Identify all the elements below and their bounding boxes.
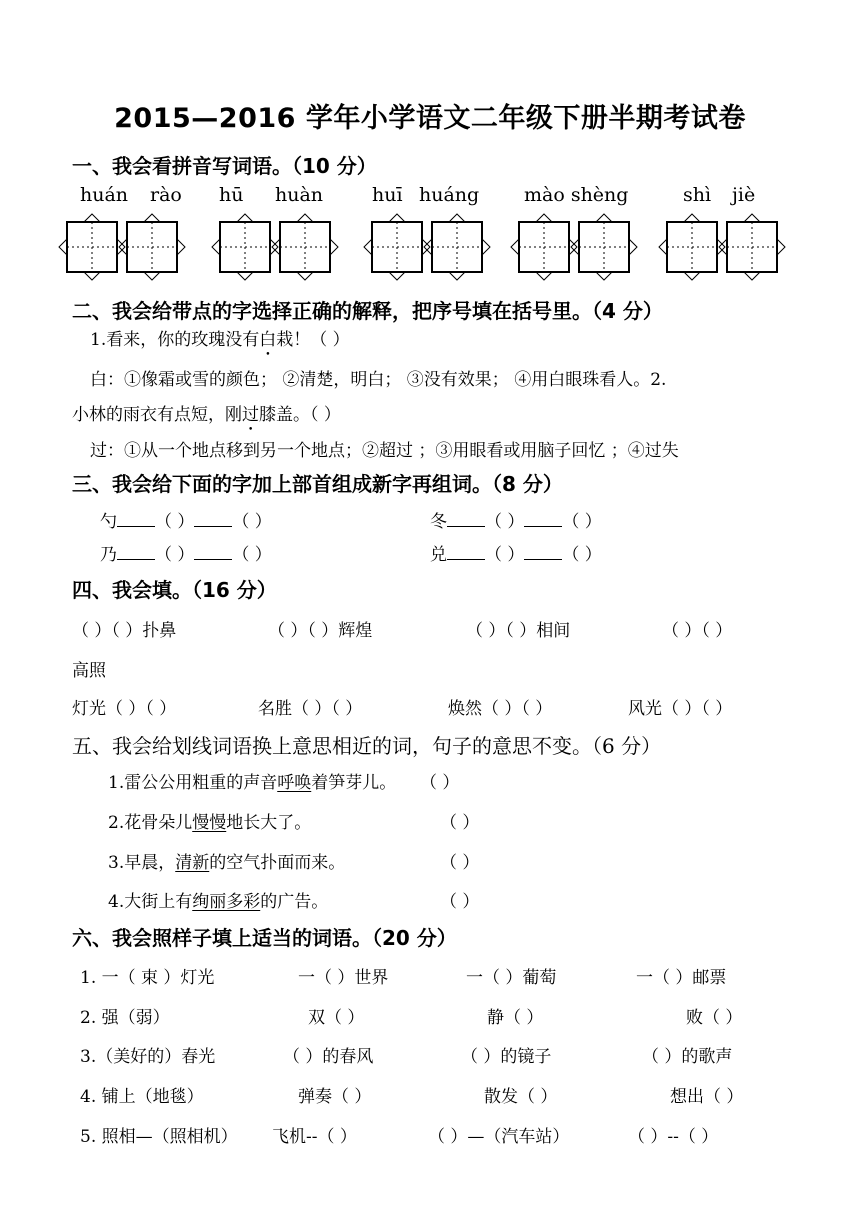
q1-text-pre: 1.看来，你的玫瑰没有 <box>90 330 260 350</box>
radical-char: 兑 <box>430 545 447 565</box>
radical-item-4: 兑 （ ） （ ） <box>430 540 602 565</box>
pattern-item: 弹奏（ ） <box>298 1087 372 1107</box>
q1-text-post: 栽！（ ） <box>276 330 350 350</box>
radical-item-1: 勺 （ ） （ ） <box>100 507 272 532</box>
pattern-item: 一（ ）世界 <box>298 968 389 988</box>
sentence-post: 的空气扑面而来。 <box>209 853 346 873</box>
fill-item: （ ）（ ）相间 <box>466 621 571 641</box>
pattern-item: 一（ ）邮票 <box>636 968 727 988</box>
sentence-pre: 2.花骨朵儿 <box>108 813 193 833</box>
sentence-pre: 4.大街上有 <box>108 892 193 912</box>
blank-line[interactable] <box>117 509 155 527</box>
exam-title: 2015—2016 学年小学语文二年级下册半期考试卷 <box>114 103 746 134</box>
pattern-item: 4. 铺上（地毯） <box>80 1087 204 1107</box>
pattern-item: 飞机--（ ） <box>272 1127 357 1147</box>
pattern-item: 散发（ ） <box>484 1087 558 1107</box>
writing-grid-4[interactable] <box>504 211 646 283</box>
pattern-item: 5. 照相—（照相机） <box>80 1127 238 1147</box>
radical-item-3: 乃 （ ） （ ） <box>100 540 272 565</box>
pinyin-8: shì <box>683 184 712 206</box>
answer-paren[interactable]: （ ） <box>440 813 480 833</box>
q2-dotted-char: 过 <box>242 405 259 425</box>
q1-options: 白：①像霜或雪的颜色； ②清楚，明白； ③没有效果； ④用白眼珠看人。2. <box>90 370 667 390</box>
pattern-item: （ ）的歌声 <box>642 1047 733 1067</box>
fill-item: （ ）（ ）扑鼻 <box>72 621 177 641</box>
sentence-pre: 1.雷公公用粗重的声音 <box>108 773 278 793</box>
radical-item-2: 冬 （ ） （ ） <box>430 507 602 532</box>
section5-heading: 五、我会给划线词语换上意思相近的词，句子的意思不变。（6 分） <box>72 734 662 758</box>
pattern-item: 想出（ ） <box>670 1087 744 1107</box>
synonym-item-1 <box>108 768 396 793</box>
fill-item: 风光（ ）（ ） <box>628 699 733 719</box>
writing-grid-1[interactable] <box>52 211 194 283</box>
blank-line[interactable] <box>524 509 562 527</box>
sentence-post: 地长大了。 <box>226 813 312 833</box>
pattern-item: 静（ ） <box>487 1008 544 1028</box>
blank-line[interactable] <box>447 542 485 560</box>
section6-heading: 六、我会照样子填上适当的词语。（20 分） <box>72 926 457 950</box>
answer-paren[interactable]: （ ） <box>440 853 480 873</box>
writing-grid-5[interactable] <box>652 211 794 283</box>
pattern-item: （ ）—（汽车站） <box>428 1127 570 1147</box>
underlined-word: 慢慢 <box>192 813 227 833</box>
pattern-item: 败（ ） <box>686 1008 743 1028</box>
fill-item: 焕然（ ）（ ） <box>448 699 553 719</box>
pattern-item: （ ）--（ ） <box>628 1127 719 1147</box>
pinyin-4: huàn <box>275 184 324 206</box>
pattern-item: 一（ ）葡萄 <box>466 968 557 988</box>
underlined-word: 清新 <box>175 853 210 873</box>
synonym-item-2 <box>108 808 311 833</box>
q2-text-post: 膝盖。（ ） <box>259 405 341 425</box>
underlined-word: 呼唤 <box>277 773 312 793</box>
answer-paren[interactable]: （ ） <box>440 892 480 912</box>
pattern-item: 3.（美好的）春光 <box>80 1047 216 1067</box>
question-2-2 <box>72 400 341 435</box>
fill-item: 灯光（ ）（ ） <box>72 699 177 719</box>
fill-item-tail: 高照 <box>72 661 106 681</box>
fill-item: 名胜（ ）（ ） <box>258 699 363 719</box>
sentence-post: 的广告。 <box>260 892 329 912</box>
section3-heading: 三、我会给下面的字加上部首组成新字再组词。（8 分） <box>72 472 563 496</box>
pinyin-6: huáng <box>419 184 480 206</box>
fill-item: （ ）（ ） <box>662 621 733 641</box>
pattern-item: 2. 强（弱） <box>80 1008 170 1028</box>
radical-char: 勺 <box>100 512 117 532</box>
pinyin-9: jiè <box>732 184 756 206</box>
blank-line[interactable] <box>117 542 155 560</box>
pinyin-3: hū <box>219 184 244 206</box>
sentence-post: 着笋芽儿。 <box>311 773 397 793</box>
fill-item: （ ）（ ）辉煌 <box>268 621 373 641</box>
writing-grid-2[interactable] <box>205 211 347 283</box>
section1-heading: 一、我会看拼音写词语。（10 分） <box>72 154 377 178</box>
pinyin-2: rào <box>150 184 182 206</box>
q1-dotted-char: 白 <box>259 330 277 350</box>
pattern-item: 双（ ） <box>308 1008 365 1028</box>
pinyin-5: huī <box>372 184 403 206</box>
pinyin-1: huán <box>80 184 129 206</box>
writing-grid-3[interactable] <box>357 211 499 283</box>
blank-line[interactable] <box>524 542 562 560</box>
pinyin-7: mào shèng <box>524 184 629 206</box>
underlined-word: 绚丽多彩 <box>192 892 261 912</box>
q2-text-pre: 小林的雨衣有点短，刚 <box>72 405 242 425</box>
answer-paren[interactable]: （ ） <box>420 773 460 793</box>
synonym-item-4 <box>108 887 328 912</box>
radical-char: 乃 <box>100 545 117 565</box>
sentence-pre: 3.早晨， <box>108 853 176 873</box>
blank-line[interactable] <box>194 509 232 527</box>
synonym-item-3 <box>108 848 345 873</box>
pattern-item: （ ）的春风 <box>283 1047 374 1067</box>
pattern-item: 1. 一（ 束 ）灯光 <box>80 968 215 988</box>
pattern-item: （ ）的镜子 <box>461 1047 552 1067</box>
radical-char: 冬 <box>430 512 447 532</box>
section4-heading: 四、我会填。（16 分） <box>72 578 277 602</box>
blank-line[interactable] <box>194 542 232 560</box>
question-2-1 <box>90 325 350 360</box>
blank-line[interactable] <box>447 509 485 527</box>
section2-heading: 二、我会给带点的字选择正确的解释，把序号填在括号里。（4 分） <box>72 299 663 323</box>
q2-options: 过：①从一个地点移到另一个地点；②超过 ；③用眼看或用脑子回忆 ；④过失 <box>90 441 679 461</box>
